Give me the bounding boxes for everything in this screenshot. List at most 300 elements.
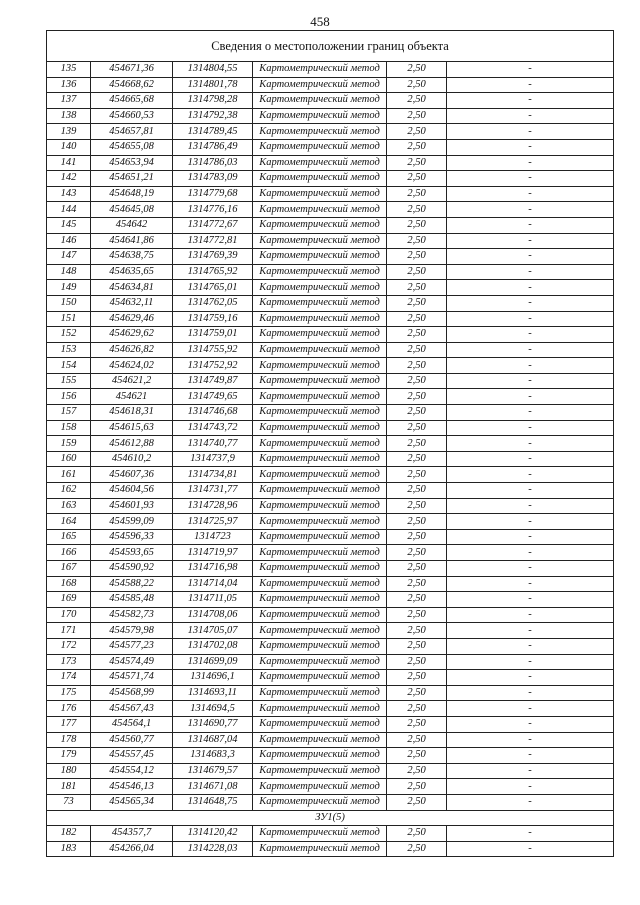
cell-coord-y: 1314696,1 (173, 670, 253, 686)
cell-coord-y: 1314228,03 (173, 841, 253, 857)
cell-coord-y: 1314762,05 (173, 295, 253, 311)
cell-point-number: 162 (47, 483, 91, 499)
cell-point-number: 142 (47, 171, 91, 187)
cell-coord-x: 454648,19 (91, 186, 173, 202)
cell-coord-x: 454665,68 (91, 93, 173, 109)
cell-coord-x: 454601,93 (91, 498, 173, 514)
cell-accuracy: 2,50 (387, 373, 447, 389)
cell-point-number: 145 (47, 217, 91, 233)
cell-description: - (447, 358, 614, 374)
table-title-row (47, 31, 614, 62)
cell-coord-y: 1314648,75 (173, 794, 253, 810)
cell-description: - (447, 545, 614, 561)
cell-point-number: 161 (47, 467, 91, 483)
cell-coord-y: 1314749,87 (173, 373, 253, 389)
cell-method: Картометрический метод (253, 529, 387, 545)
cell-point-number: 140 (47, 139, 91, 155)
cell-description: - (447, 373, 614, 389)
cell-accuracy: 2,50 (387, 748, 447, 764)
cell-coord-x: 454624,02 (91, 358, 173, 374)
cell-method: Картометрический метод (253, 93, 387, 109)
table-row (47, 514, 614, 530)
cell-coord-y: 1314705,07 (173, 623, 253, 639)
cell-accuracy: 2,50 (387, 794, 447, 810)
cell-accuracy: 2,50 (387, 576, 447, 592)
section-row (47, 810, 614, 826)
cell-coord-y: 1314671,08 (173, 779, 253, 795)
cell-point-number: 179 (47, 748, 91, 764)
cell-method: Картометрический метод (253, 514, 387, 530)
cell-coord-x: 454577,23 (91, 638, 173, 654)
cell-method: Картометрический метод (253, 77, 387, 93)
section-label: ЗУ1(5) (47, 810, 614, 826)
cell-accuracy: 2,50 (387, 514, 447, 530)
cell-method: Картометрический метод (253, 732, 387, 748)
cell-point-number: 157 (47, 405, 91, 421)
cell-description: - (447, 529, 614, 545)
cell-accuracy: 2,50 (387, 139, 447, 155)
cell-accuracy: 2,50 (387, 389, 447, 405)
table-row (47, 670, 614, 686)
cell-method: Картометрический метод (253, 670, 387, 686)
cell-method: Картометрический метод (253, 295, 387, 311)
cell-accuracy: 2,50 (387, 841, 447, 857)
cell-method: Картометрический метод (253, 545, 387, 561)
cell-coord-y: 1314683,3 (173, 748, 253, 764)
cell-point-number: 73 (47, 794, 91, 810)
cell-coord-x: 454585,48 (91, 592, 173, 608)
table-row (47, 93, 614, 109)
cell-point-number: 167 (47, 561, 91, 577)
cell-coord-x: 454635,65 (91, 264, 173, 280)
cell-point-number: 178 (47, 732, 91, 748)
cell-coord-y: 1314776,16 (173, 202, 253, 218)
cell-accuracy: 2,50 (387, 763, 447, 779)
cell-coord-x: 454653,94 (91, 155, 173, 171)
cell-coord-y: 1314759,01 (173, 327, 253, 343)
cell-description: - (447, 77, 614, 93)
cell-coord-y: 1314734,81 (173, 467, 253, 483)
table-row (47, 685, 614, 701)
cell-description: - (447, 108, 614, 124)
cell-accuracy: 2,50 (387, 638, 447, 654)
cell-accuracy: 2,50 (387, 732, 447, 748)
cell-method: Картометрический метод (253, 217, 387, 233)
cell-accuracy: 2,50 (387, 280, 447, 296)
cell-method: Картометрический метод (253, 685, 387, 701)
cell-method: Картометрический метод (253, 233, 387, 249)
cell-coord-y: 1314693,11 (173, 685, 253, 701)
cell-method: Картометрический метод (253, 483, 387, 499)
cell-coord-x: 454579,98 (91, 623, 173, 639)
cell-description: - (447, 701, 614, 717)
cell-coord-x: 454612,88 (91, 436, 173, 452)
cell-description: - (447, 498, 614, 514)
cell-coord-y: 1314725,97 (173, 514, 253, 530)
cell-method: Картометрический метод (253, 638, 387, 654)
cell-coord-x: 454596,33 (91, 529, 173, 545)
table-row (47, 327, 614, 343)
table-row (47, 529, 614, 545)
cell-point-number: 169 (47, 592, 91, 608)
cell-coord-x: 454604,56 (91, 483, 173, 499)
cell-description: - (447, 139, 614, 155)
table-row (47, 280, 614, 296)
cell-method: Картометрический метод (253, 280, 387, 296)
cell-coord-x: 454357,7 (91, 826, 173, 842)
cell-description: - (447, 451, 614, 467)
cell-coord-y: 1314765,01 (173, 280, 253, 296)
cell-method: Картометрический метод (253, 389, 387, 405)
cell-coord-y: 1314749,65 (173, 389, 253, 405)
cell-method: Картометрический метод (253, 623, 387, 639)
table-row (47, 217, 614, 233)
cell-coord-y: 1314786,03 (173, 155, 253, 171)
cell-coord-x: 454629,62 (91, 327, 173, 343)
cell-point-number: 172 (47, 638, 91, 654)
cell-coord-x: 454655,08 (91, 139, 173, 155)
table-row (47, 451, 614, 467)
cell-point-number: 166 (47, 545, 91, 561)
cell-coord-x: 454565,34 (91, 794, 173, 810)
cell-coord-y: 1314719,97 (173, 545, 253, 561)
cell-coord-y: 1314765,92 (173, 264, 253, 280)
cell-coord-y: 1314769,39 (173, 249, 253, 265)
cell-point-number: 154 (47, 358, 91, 374)
cell-method: Картометрический метод (253, 451, 387, 467)
cell-accuracy: 2,50 (387, 607, 447, 623)
cell-description: - (447, 841, 614, 857)
cell-coord-y: 1314772,81 (173, 233, 253, 249)
cell-description: - (447, 202, 614, 218)
cell-coord-x: 454554,12 (91, 763, 173, 779)
cell-coord-y: 1314772,67 (173, 217, 253, 233)
cell-coord-x: 454615,63 (91, 420, 173, 436)
table-row (47, 62, 614, 78)
cell-point-number: 176 (47, 701, 91, 717)
table-row (47, 171, 614, 187)
cell-point-number: 180 (47, 763, 91, 779)
cell-description: - (447, 436, 614, 452)
table-row (47, 139, 614, 155)
cell-method: Картометрический метод (253, 592, 387, 608)
cell-method: Картометрический метод (253, 436, 387, 452)
cell-method: Картометрический метод (253, 576, 387, 592)
table-row (47, 373, 614, 389)
cell-accuracy: 2,50 (387, 654, 447, 670)
cell-coord-y: 1314801,78 (173, 77, 253, 93)
cell-description: - (447, 155, 614, 171)
cell-accuracy: 2,50 (387, 327, 447, 343)
cell-point-number: 153 (47, 342, 91, 358)
cell-accuracy: 2,50 (387, 623, 447, 639)
cell-method: Картометрический метод (253, 498, 387, 514)
table-row (47, 716, 614, 732)
cell-accuracy: 2,50 (387, 529, 447, 545)
cell-accuracy: 2,50 (387, 826, 447, 842)
cell-point-number: 147 (47, 249, 91, 265)
cell-method: Картометрический метод (253, 607, 387, 623)
table-row (47, 436, 614, 452)
cell-accuracy: 2,50 (387, 561, 447, 577)
cell-coord-x: 454657,81 (91, 124, 173, 140)
cell-coord-y: 1314708,06 (173, 607, 253, 623)
cell-coord-x: 454660,53 (91, 108, 173, 124)
table-row (47, 358, 614, 374)
cell-accuracy: 2,50 (387, 155, 447, 171)
cell-description: - (447, 654, 614, 670)
cell-coord-x: 454668,62 (91, 77, 173, 93)
cell-point-number: 139 (47, 124, 91, 140)
cell-accuracy: 2,50 (387, 108, 447, 124)
cell-point-number: 175 (47, 685, 91, 701)
table-row (47, 467, 614, 483)
cell-point-number: 136 (47, 77, 91, 93)
cell-method: Картометрический метод (253, 654, 387, 670)
cell-accuracy: 2,50 (387, 405, 447, 421)
cell-accuracy: 2,50 (387, 498, 447, 514)
cell-description: - (447, 483, 614, 499)
cell-coord-x: 454621 (91, 389, 173, 405)
cell-point-number: 156 (47, 389, 91, 405)
cell-accuracy: 2,50 (387, 93, 447, 109)
cell-point-number: 152 (47, 327, 91, 343)
cell-description: - (447, 685, 614, 701)
cell-coord-x: 454593,65 (91, 545, 173, 561)
cell-accuracy: 2,50 (387, 124, 447, 140)
cell-accuracy: 2,50 (387, 670, 447, 686)
cell-accuracy: 2,50 (387, 436, 447, 452)
cell-accuracy: 2,50 (387, 685, 447, 701)
table-title: Сведения о местоположении границ объекта (47, 31, 614, 62)
cell-coord-y: 1314711,05 (173, 592, 253, 608)
cell-method: Картометрический метод (253, 701, 387, 717)
cell-coord-y: 1314716,98 (173, 561, 253, 577)
cell-coord-y: 1314120,42 (173, 826, 253, 842)
cell-method: Картометрический метод (253, 108, 387, 124)
table-row (47, 576, 614, 592)
cell-description: - (447, 467, 614, 483)
cell-accuracy: 2,50 (387, 779, 447, 795)
cell-accuracy: 2,50 (387, 342, 447, 358)
cell-coord-y: 1314789,45 (173, 124, 253, 140)
cell-coord-y: 1314728,96 (173, 498, 253, 514)
table-row (47, 108, 614, 124)
cell-description: - (447, 124, 614, 140)
cell-point-number: 159 (47, 436, 91, 452)
cell-method: Картометрический метод (253, 264, 387, 280)
cell-coord-y: 1314723 (173, 529, 253, 545)
cell-accuracy: 2,50 (387, 467, 447, 483)
cell-coord-y: 1314731,77 (173, 483, 253, 499)
table-row (47, 841, 614, 857)
cell-accuracy: 2,50 (387, 451, 447, 467)
cell-description: - (447, 171, 614, 187)
cell-method: Картометрический метод (253, 249, 387, 265)
cell-description: - (447, 342, 614, 358)
table-row (47, 124, 614, 140)
cell-accuracy: 2,50 (387, 701, 447, 717)
cell-method: Картометрический метод (253, 358, 387, 374)
cell-coord-y: 1314702,08 (173, 638, 253, 654)
cell-coord-y: 1314687,04 (173, 732, 253, 748)
cell-method: Картометрический метод (253, 186, 387, 202)
table-row (47, 155, 614, 171)
cell-description: - (447, 607, 614, 623)
table-row (47, 233, 614, 249)
cell-coord-x: 454567,43 (91, 701, 173, 717)
cell-coord-x: 454599,09 (91, 514, 173, 530)
cell-coord-x: 454629,46 (91, 311, 173, 327)
cell-method: Картометрический метод (253, 561, 387, 577)
cell-coord-x: 454634,81 (91, 280, 173, 296)
cell-description: - (447, 311, 614, 327)
cell-coord-y: 1314755,92 (173, 342, 253, 358)
cell-coord-x: 454618,31 (91, 405, 173, 421)
cell-description: - (447, 327, 614, 343)
cell-coord-x: 454557,45 (91, 748, 173, 764)
cell-accuracy: 2,50 (387, 171, 447, 187)
cell-description: - (447, 670, 614, 686)
cell-description: - (447, 794, 614, 810)
cell-accuracy: 2,50 (387, 358, 447, 374)
cell-method: Картометрический метод (253, 311, 387, 327)
cell-description: - (447, 623, 614, 639)
cell-coord-y: 1314792,38 (173, 108, 253, 124)
cell-point-number: 171 (47, 623, 91, 639)
table-row (47, 311, 614, 327)
cell-point-number: 164 (47, 514, 91, 530)
cell-coord-y: 1314783,09 (173, 171, 253, 187)
cell-accuracy: 2,50 (387, 420, 447, 436)
cell-method: Картометрический метод (253, 716, 387, 732)
table-row (47, 748, 614, 764)
table-row (47, 779, 614, 795)
cell-coord-y: 1314699,09 (173, 654, 253, 670)
cell-coord-y: 1314690,77 (173, 716, 253, 732)
table-row (47, 545, 614, 561)
cell-coord-y: 1314746,68 (173, 405, 253, 421)
cell-point-number: 182 (47, 826, 91, 842)
cell-coord-x: 454582,73 (91, 607, 173, 623)
cell-description: - (447, 280, 614, 296)
cell-point-number: 135 (47, 62, 91, 78)
cell-accuracy: 2,50 (387, 483, 447, 499)
cell-coord-y: 1314714,04 (173, 576, 253, 592)
cell-description: - (447, 217, 614, 233)
cell-point-number: 183 (47, 841, 91, 857)
table-row (47, 389, 614, 405)
cell-point-number: 144 (47, 202, 91, 218)
cell-point-number: 149 (47, 280, 91, 296)
table-row (47, 77, 614, 93)
cell-description: - (447, 592, 614, 608)
table-row (47, 342, 614, 358)
cell-point-number: 141 (47, 155, 91, 171)
cell-accuracy: 2,50 (387, 249, 447, 265)
cell-point-number: 160 (47, 451, 91, 467)
cell-description: - (447, 405, 614, 421)
cell-method: Картометрический метод (253, 373, 387, 389)
table-row (47, 483, 614, 499)
cell-coord-x: 454621,2 (91, 373, 173, 389)
table-body (47, 31, 614, 857)
cell-coord-y: 1314752,92 (173, 358, 253, 374)
cell-method: Картометрический метод (253, 420, 387, 436)
cell-accuracy: 2,50 (387, 716, 447, 732)
cell-accuracy: 2,50 (387, 202, 447, 218)
cell-description: - (447, 249, 614, 265)
cell-point-number: 168 (47, 576, 91, 592)
cell-accuracy: 2,50 (387, 264, 447, 280)
cell-coord-x: 454590,92 (91, 561, 173, 577)
cell-method: Картометрический метод (253, 171, 387, 187)
table-row (47, 592, 614, 608)
table-row (47, 249, 614, 265)
table-row (47, 763, 614, 779)
cell-point-number: 158 (47, 420, 91, 436)
cell-method: Картометрический метод (253, 794, 387, 810)
cell-coord-y: 1314804,55 (173, 62, 253, 78)
table-row (47, 561, 614, 577)
cell-accuracy: 2,50 (387, 62, 447, 78)
cell-coord-x: 454642 (91, 217, 173, 233)
table-row (47, 623, 614, 639)
cell-point-number: 148 (47, 264, 91, 280)
table-row (47, 295, 614, 311)
cell-coord-x: 454645,08 (91, 202, 173, 218)
cell-description: - (447, 561, 614, 577)
boundary-coordinates-table (46, 30, 614, 857)
cell-description: - (447, 295, 614, 311)
cell-point-number: 151 (47, 311, 91, 327)
cell-coord-x: 454560,77 (91, 732, 173, 748)
table-row (47, 654, 614, 670)
cell-method: Картометрический метод (253, 155, 387, 171)
cell-description: - (447, 779, 614, 795)
cell-coord-x: 454568,99 (91, 685, 173, 701)
cell-description: - (447, 826, 614, 842)
table-row (47, 498, 614, 514)
cell-coord-x: 454638,75 (91, 249, 173, 265)
cell-point-number: 181 (47, 779, 91, 795)
cell-description: - (447, 576, 614, 592)
cell-method: Картометрический метод (253, 826, 387, 842)
table-row (47, 420, 614, 436)
cell-coord-y: 1314743,72 (173, 420, 253, 436)
cell-method: Картометрический метод (253, 124, 387, 140)
cell-method: Картометрический метод (253, 62, 387, 78)
cell-coord-x: 454610,2 (91, 451, 173, 467)
cell-method: Картометрический метод (253, 467, 387, 483)
cell-coord-x: 454266,04 (91, 841, 173, 857)
cell-coord-y: 1314786,49 (173, 139, 253, 155)
cell-accuracy: 2,50 (387, 295, 447, 311)
cell-point-number: 163 (47, 498, 91, 514)
cell-coord-x: 454632,11 (91, 295, 173, 311)
cell-description: - (447, 62, 614, 78)
cell-accuracy: 2,50 (387, 233, 447, 249)
cell-point-number: 143 (47, 186, 91, 202)
cell-description: - (447, 748, 614, 764)
table-row (47, 186, 614, 202)
cell-coord-x: 454641,86 (91, 233, 173, 249)
cell-coord-x: 454574,49 (91, 654, 173, 670)
cell-point-number: 174 (47, 670, 91, 686)
cell-accuracy: 2,50 (387, 77, 447, 93)
cell-description: - (447, 389, 614, 405)
cell-point-number: 146 (47, 233, 91, 249)
